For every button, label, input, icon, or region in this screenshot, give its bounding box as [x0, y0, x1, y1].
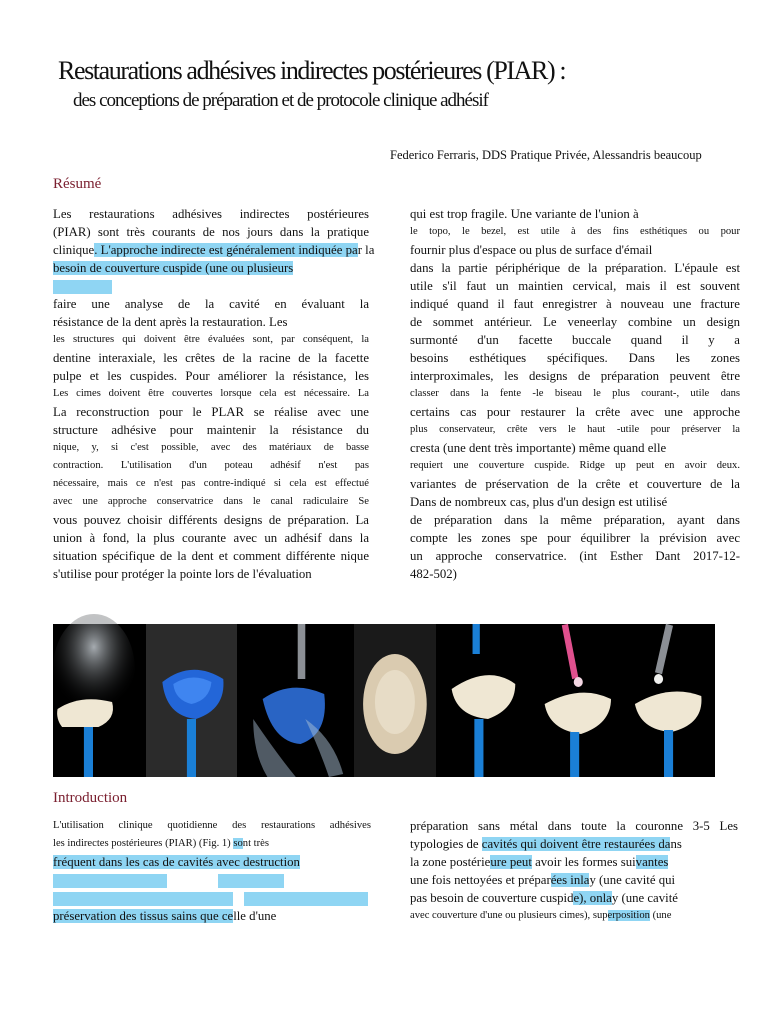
text-line: de sommet antérieur. Le veneerlay combine un design — [410, 315, 740, 329]
highlight: ure peut — [490, 855, 532, 869]
photo-gel-flow — [239, 624, 353, 777]
text-line: dans la partie périphérique de la préparation. L'épaule est — [410, 261, 740, 275]
empty-highlight — [218, 874, 284, 888]
paper-title: Restaurations adhésives indirectes postérieures (PIAR) : — [58, 56, 566, 85]
text-line: de préparation dans la même préparation, ayant dans — [410, 513, 740, 527]
text-line: Les restaurations adhésives indirectes postérieures — [53, 207, 369, 221]
text-line: Les cimes doivent être couvertes lorsque cela est nécessaire. La — [53, 388, 369, 399]
text-line: les indirectes postérieures (PIAR) (Fig. 1) sont très — [53, 838, 269, 849]
text-line: certains cas pour restaurer la crête avec une approche — [410, 405, 740, 419]
text-line: (PIAR) sont très courants de nos jours dans la pratique — [53, 225, 369, 239]
text-line: qui est trop fragile. Une variante de l'union à — [410, 207, 639, 221]
text-line: classer dans la fente -le biseau le plus courant-, utile dans — [410, 388, 740, 399]
text-line: le topo, le bezel, est utile à des fins esthétiques ou pour — [410, 226, 740, 237]
text-line: les structures qui doivent être évaluées sont, par conséquent, la — [53, 334, 369, 345]
text-line: typologies de cavités qui doivent être restaurées dans — [410, 837, 682, 851]
text-line: 482-502) — [410, 567, 457, 581]
text-line: nique, y, si c'est possible, avec des matériaux de basse — [53, 442, 369, 453]
text-line: indiqué quand il faut enregistrer à nouveau une fracture — [410, 297, 740, 311]
intro-right-column — [410, 817, 738, 925]
highlight: besoin de couverture cuspide (une ou plusieurs — [53, 261, 294, 275]
highlight: so — [233, 838, 243, 849]
text-line: interproximales, les designs de préparation peuvent être — [410, 369, 740, 383]
author-line: Federico Ferraris, DDS Pratique Privée, Alessandris beaucoup — [390, 148, 702, 162]
text-line: compte les zones spe pour équilibrer la prévision avec — [410, 531, 740, 545]
text-line: contraction. L'utilisation d'un poteau adhésif n'est pas — [53, 460, 369, 471]
text-line: pulpe et les cuspides. Pour améliorer la résistance, les — [53, 369, 369, 383]
text-line: nécessaire, mais ce n'est pas contre-indiqué si cela est effectué — [53, 478, 369, 489]
text-line: clinique. L'approche indirecte est généralement indiquée par la — [53, 243, 375, 257]
text-line: la zone postérieure peut avoir les formes suivantes — [410, 855, 669, 869]
photo-enamel-shell-sprayed — [53, 624, 144, 777]
text-line: utile s'il faut un maintien cervical, mais il est souvent — [410, 279, 740, 293]
highlight: cavités qui doivent être restaurées da — [481, 837, 671, 851]
abstract-heading: Résumé — [53, 176, 102, 192]
text-line: surmonté d'un facette buccale quand il y a — [410, 333, 740, 347]
text-line: préservation des tissus sains que celle d'une — [53, 909, 277, 923]
text-line: variantes de préservation de la crête et couverture de la — [410, 477, 740, 491]
text-line: structure adhésive pour maintenir la résistance du — [53, 423, 369, 437]
highlight: e), onla — [573, 891, 612, 905]
text-line — [53, 853, 371, 871]
text-line: un approche conservatrice. (int Esther Dant 2017-12- — [410, 549, 740, 563]
text-line: La reconstruction pour le PLAR se réalise avec une — [53, 405, 369, 419]
text-line — [53, 259, 369, 277]
introduction-heading: Introduction — [53, 790, 128, 806]
text-line: cresta (une dent très importante) même quand elle — [410, 441, 667, 455]
text-line: vous pouvez choisir différents designs de préparation. La — [53, 513, 369, 527]
photo-pink-brush-applicator — [531, 624, 622, 777]
text-line: fournir plus d'espace ou plus de surface d'émail — [410, 243, 653, 257]
text-line: L'utilisation clinique quotidienne des restaurations adhésives — [53, 820, 371, 831]
paper-subtitle: des conceptions de préparation et de protocole clinique adhésif — [73, 90, 488, 111]
text-line — [53, 871, 371, 889]
empty-highlight — [244, 892, 368, 906]
text-line: résistance de la dent après la restauration. Les — [53, 315, 288, 329]
text-line: plus conservateur, crête vers le haut -utile pour préserver la — [410, 424, 740, 435]
figure-1-photo-strip — [53, 624, 715, 777]
intro-left-column — [53, 817, 371, 925]
text-line: une fois nettoyées et préparées inlay (une cavité qui — [410, 873, 676, 887]
highlight: vantes — [635, 855, 669, 869]
text-line: union à fond, la plus courante avec un adhésif dans la — [53, 531, 369, 545]
text-line: pas besoin de couverture cuspide), onlay (une cavité — [410, 891, 678, 905]
photo-blue-silicone-cap — [146, 624, 237, 777]
highlight: . L'approche indirecte est généralement indiquée pa — [94, 243, 358, 257]
text-line: s'utilise pour protéger la pointe lors de l'évaluation — [53, 567, 312, 581]
text-line: requiert une couverture cuspide. Ridge up peut en avoir deux. — [410, 460, 740, 471]
highlight: ées inla — [550, 873, 590, 887]
text-line: besoins esthétiques spécifiques. Dans les zones — [410, 351, 740, 365]
text-line: préparation sans métal dans toute la couronne 3-5 Les — [410, 819, 738, 833]
highlight: erposition — [607, 910, 650, 921]
abstract-right-column — [410, 205, 740, 583]
empty-highlight — [53, 874, 167, 888]
text-line — [53, 277, 369, 295]
text-line — [53, 889, 371, 907]
empty-highlight — [53, 280, 112, 294]
text-line: dentine interaxiale, les crêtes de la racine de la facette — [53, 351, 369, 365]
text-line: avec une approche conservatrice dans le canal radiculaire Se — [53, 496, 369, 507]
text-line: avec couverture d'une ou plusieurs cimes), superposition (une — [410, 910, 672, 921]
empty-highlight — [53, 892, 233, 906]
text-line: situation spécifique de la dent et comment différente nique — [53, 549, 369, 563]
text-line: Dans de nombreux cas, plus d'un design est utilisé — [410, 495, 668, 509]
photo-white-tip-applicator — [624, 624, 715, 777]
text-line: faire une analyse de la cavité en évaluant la — [53, 297, 369, 311]
photo-occlusal-view — [354, 624, 436, 777]
highlight: fréquent dans les cas de cavités avec destruction — [53, 855, 300, 869]
photo-handheld-restoration — [438, 624, 529, 777]
highlight: préservation des tissus sains que ce — [53, 909, 234, 923]
abstract-left-column — [53, 205, 375, 583]
